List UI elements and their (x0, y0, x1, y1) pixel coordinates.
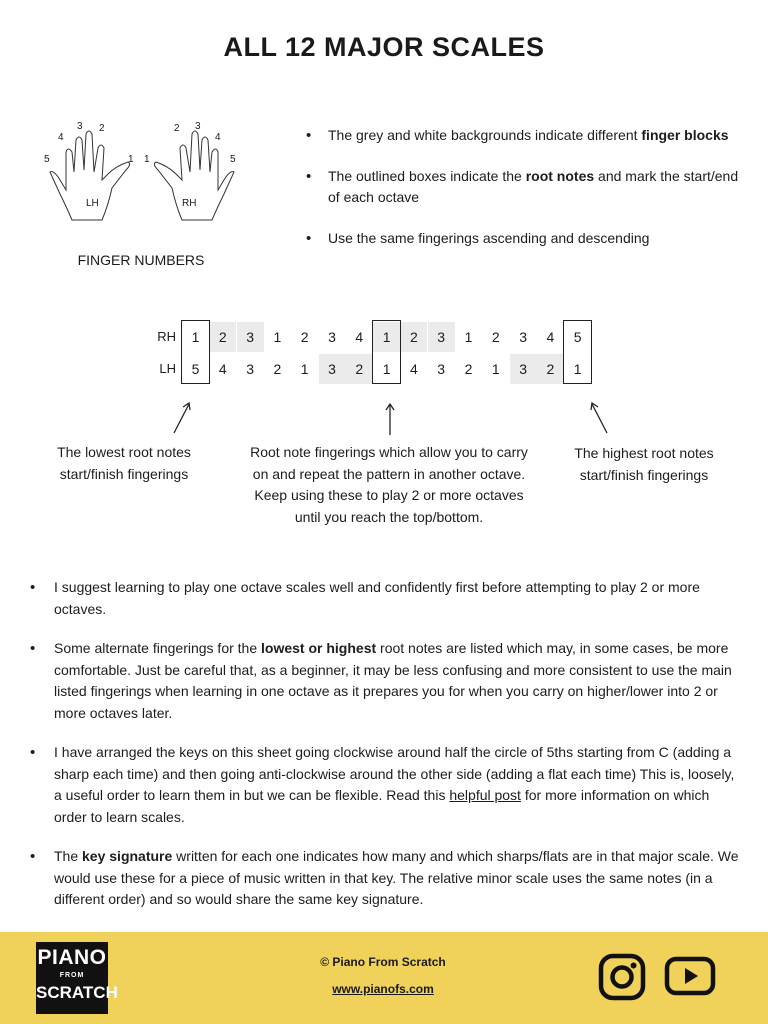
root-note-box (563, 320, 592, 384)
note-bold: key signature (82, 848, 173, 864)
lh-finger-5: 5 (44, 154, 50, 165)
lh-finger-cell: 2 (273, 361, 282, 377)
rh-finger-cell: 4 (355, 329, 364, 345)
rh-finger-cell: 5 (573, 329, 582, 345)
legend-text: and mark the start/end of each octave (328, 168, 739, 205)
logo-line-scratch: SCRATCH (36, 983, 118, 1002)
note-text: I suggest learning to play one octave scales well and confidently first before attempting to play 2 or more octaves. (54, 579, 700, 617)
note-item (30, 577, 742, 620)
rh-finger-cell: 4 (546, 329, 555, 345)
rh-finger-1: 1 (144, 154, 150, 165)
rh-finger-cell: 3 (328, 329, 336, 345)
legend-item (306, 166, 746, 208)
arrow-lowest (174, 404, 189, 433)
rh-label: RH (182, 198, 197, 209)
lh-finger-cell: 3 (510, 354, 537, 384)
lh-finger-cell: 1 (491, 361, 500, 377)
lh-finger-cell: 5 (191, 361, 200, 377)
lh-finger-cell: 2 (537, 354, 564, 384)
legend-bold: root notes (525, 168, 595, 184)
footer-website-link[interactable]: www.pianofs.com (332, 982, 434, 996)
lh-finger-cell: 4 (409, 361, 418, 377)
note-text: written for each one indicates how many and which sharps/flats are in that major scale. We would use these for a piece of music written in that key. The relative minor scale uses the same notes (in a different order) and so would share the same key signature. (54, 848, 739, 907)
rh-finger-cell: 3 (428, 322, 455, 352)
lh-finger-2: 2 (99, 123, 105, 134)
rh-finger-cell: 1 (373, 322, 400, 352)
youtube-icon[interactable] (664, 956, 716, 996)
caption-highest: The highest root notes start/finish fingerings (574, 445, 714, 483)
logo-line-piano: PIANO (37, 946, 107, 969)
rh-finger-cell: 1 (464, 329, 473, 345)
lh-finger-3: 3 (77, 121, 83, 132)
rh-finger-cell: 3 (519, 329, 527, 345)
rh-finger-cell: 2 (209, 322, 236, 352)
notes-list (30, 577, 742, 929)
lh-finger-cell: 1 (382, 361, 391, 377)
page-title: ALL 12 MAJOR SCALES (223, 32, 545, 62)
rh-finger-5: 5 (230, 154, 236, 165)
lh-finger-1: 1 (128, 154, 134, 165)
arrow-highest (592, 404, 607, 433)
caption-lowest: The lowest root notes start/finish fingerings (57, 444, 191, 482)
note-item (30, 846, 742, 911)
lh-finger-cell: 4 (218, 361, 227, 377)
root-note-box (181, 320, 210, 384)
note-text: for more information on which order to learn scales. (54, 787, 710, 825)
instagram-icon[interactable] (598, 953, 646, 1001)
rh-finger-cell: 1 (273, 329, 282, 345)
lh-finger-4: 4 (58, 132, 64, 143)
note-bold: lowest or highest (261, 640, 377, 656)
lh-finger-cell: 3 (246, 361, 254, 377)
hands-diagram (38, 114, 246, 226)
lh-finger-cell: 3 (319, 354, 346, 384)
rh-finger-cell: 1 (191, 329, 200, 345)
legend-bold: finger blocks (641, 127, 729, 143)
rh-finger-cell: 3 (237, 322, 264, 352)
lh-finger-cell: 2 (346, 354, 373, 384)
lh-finger-cell: 1 (300, 361, 309, 377)
note-item (30, 638, 742, 724)
rh-row-label: RH (157, 329, 176, 344)
footer-bar (0, 932, 768, 1024)
legend-text: The outlined boxes indicate the (328, 168, 526, 184)
logo-line-from: FROM (59, 972, 85, 979)
rh-finger-cell: 2 (491, 329, 500, 345)
lh-finger-cell: 2 (464, 361, 473, 377)
note-text: root notes are listed which may, in some cases, be more comfortable. Just be careful that, as a beginner, it may be less confusing and more consistent to use the main listed fingerings when learning in one octave as it prepares you for when you carry on higher/lower into 2 or more octaves later. (54, 640, 732, 721)
legend-text: The grey and white backgrounds indicate different (328, 127, 642, 143)
lh-finger-cell: 3 (437, 361, 446, 377)
helpful-post-link[interactable]: helpful post (449, 787, 521, 803)
finger-numbers-caption: FINGER NUMBERS (77, 252, 205, 268)
legend-list (306, 125, 746, 269)
note-text: I have arranged the keys on this sheet going clockwise around half the circle of 5ths starting from C (adding a sharp each time) and then going anti-clockwise around the other side (adding a flat each time) This is, loosely, a useful order to learn them in but we can be flexible. Read this (54, 744, 735, 803)
note-text: Some alternate fingerings for the (54, 640, 262, 656)
footer-copyright: © Piano From Scratch (320, 955, 446, 969)
rh-finger-4: 4 (215, 132, 221, 143)
caption-middle: Root note fingerings which allow you to carry on and repeat the pattern in another octave. Keep using these to play 2 or more octaves until you reach the top/bottom. (250, 444, 528, 525)
piano-from-scratch-logo[interactable] (36, 942, 118, 1014)
lh-row-label: LH (159, 361, 176, 376)
root-note-box (372, 320, 401, 384)
legend-text: Use the same fingerings ascending and descending (328, 230, 650, 246)
rh-finger-cell: 2 (400, 322, 427, 352)
legend-item (306, 125, 746, 146)
rh-finger-cell: 2 (300, 329, 309, 345)
lh-finger-cell: 1 (573, 361, 582, 377)
note-item (30, 742, 742, 828)
legend-item (306, 228, 746, 249)
note-text: The (54, 848, 83, 864)
arrows (0, 395, 768, 440)
rh-finger-2: 2 (174, 123, 180, 134)
fingering-grid (150, 320, 610, 384)
lh-label: LH (86, 198, 99, 209)
rh-finger-3: 3 (195, 121, 201, 132)
